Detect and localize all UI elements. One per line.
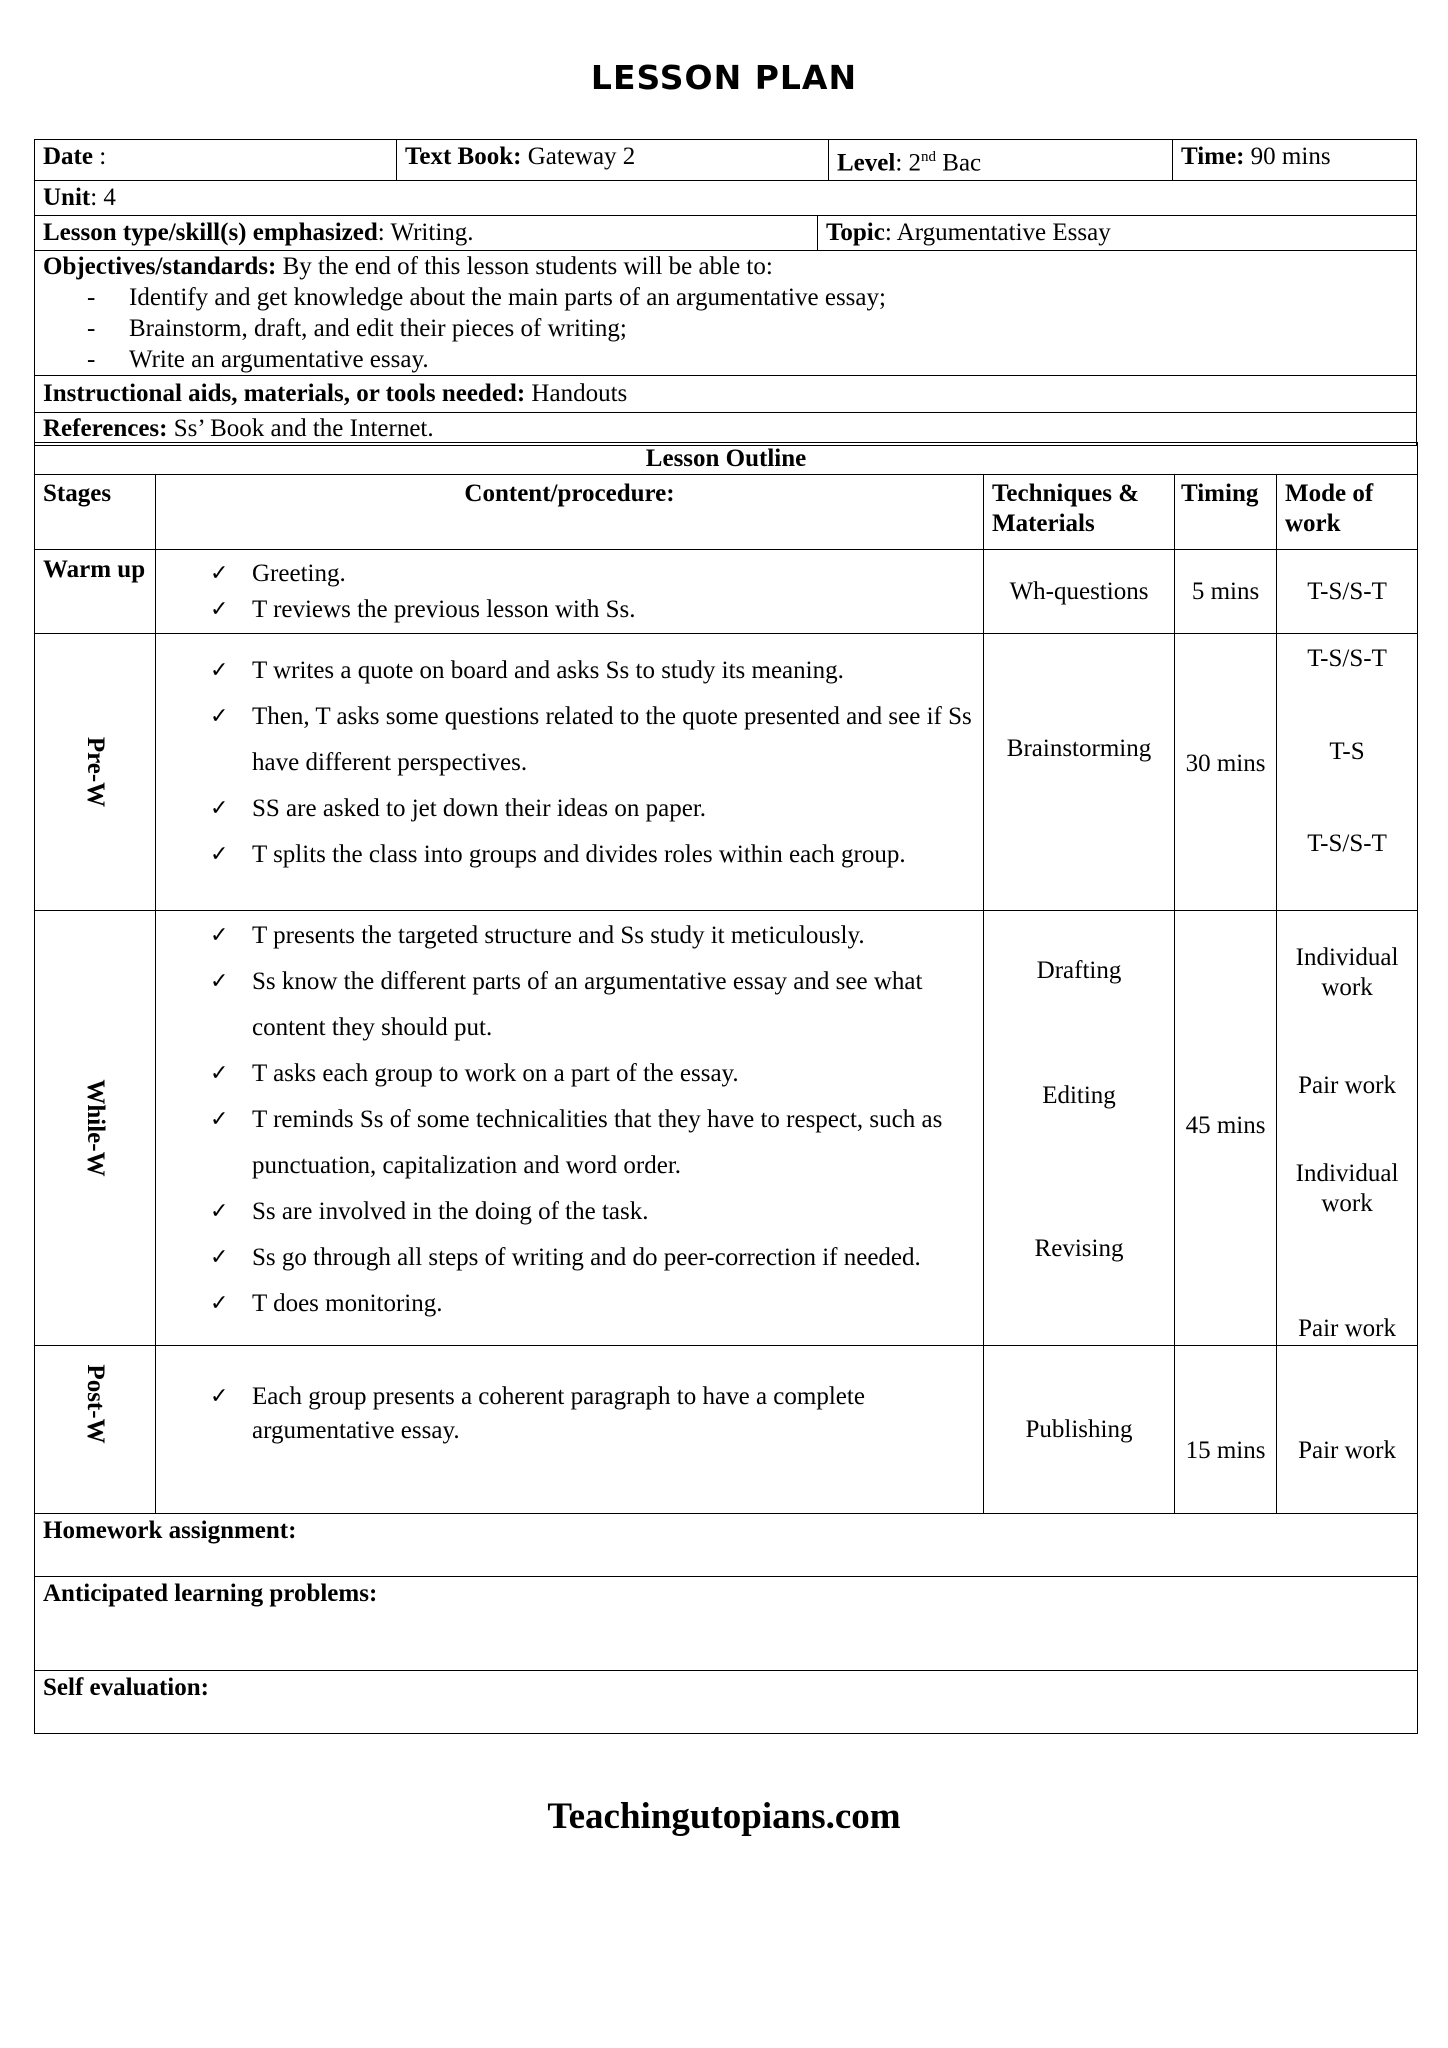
mode-cell: Pair work xyxy=(1298,1437,1396,1464)
objectives-cell: Objectives/standards: By the end of this lesson students will be able to: - Identify and get knowledge about the main parts of an argumentative essay; - Brainstorm, draft, and edit their pieces of writing; - Write an argumentative essay. xyxy=(35,251,894,375)
col-content: Content/procedure: xyxy=(156,475,984,550)
stage-row-pre-w xyxy=(35,634,1418,911)
header-row-aids xyxy=(35,376,1416,413)
procedure-item: ✓ T writes a quote on board and asks Ss to study its meaning. xyxy=(156,648,975,694)
technique-cell: Revising xyxy=(1034,1235,1124,1262)
lesson-header xyxy=(34,139,1417,446)
procedure-item: ✓ SS are asked to jet down their ideas on paper. xyxy=(156,786,975,832)
procedure-item: ✓ T splits the class into groups and divides roles within each group. xyxy=(156,832,975,878)
topic-cell: Topic: Argumentative Essay xyxy=(826,219,1111,247)
stage-label-post-w: Post-W xyxy=(82,1364,109,1444)
header-row-lesson-type xyxy=(35,216,1416,251)
time-cell: Time: 90 mins xyxy=(1181,143,1331,170)
lesson-outline-table xyxy=(34,442,1418,1734)
col-mode: Mode of work xyxy=(1277,475,1418,550)
procedure-item: ✓ Greeting. xyxy=(156,556,983,592)
stage-label-while-w: While-W xyxy=(82,1079,109,1177)
date-cell: Date : xyxy=(35,140,397,180)
mode-cell: T-S/S-T xyxy=(1307,830,1387,857)
procedure-item: ✓ Then, T asks some questions related to the quote presented and see if Ss have different perspectives. xyxy=(156,694,975,786)
stage-row-post-w xyxy=(35,1346,1418,1514)
mode-cell: Individual work xyxy=(1295,1160,1399,1217)
timing-cell: 5 mins xyxy=(1175,550,1277,634)
warm-up-items xyxy=(156,556,983,628)
stage-row-warm-up xyxy=(35,550,1418,634)
timing-cell: 30 mins xyxy=(1185,750,1266,777)
procedure-item: ✓ Ss know the different parts of an argumentative essay and see what content they should put. xyxy=(156,959,977,1051)
mode-cell: T-S/S-T xyxy=(1307,645,1387,672)
outline-title: Lesson Outline xyxy=(35,443,1418,475)
post-w-items xyxy=(156,1380,983,1448)
procedure-item: ✓ T does monitoring. xyxy=(156,1281,977,1327)
timing-cell: 45 mins xyxy=(1185,1112,1266,1139)
procedure-item: ✓ Each group presents a coherent paragraph to have a complete argumentative essay. xyxy=(156,1380,943,1448)
technique-cell: Brainstorming xyxy=(1006,735,1152,762)
technique-cell: Wh-questions xyxy=(984,550,1175,634)
header-row-unit xyxy=(35,181,1416,216)
stage-label-warm-up: Warm up xyxy=(35,550,156,634)
col-techniques: Techniques & Materials xyxy=(984,475,1175,550)
while-w-items xyxy=(156,913,983,1327)
technique-cell: Drafting xyxy=(1036,957,1122,984)
textbook-cell: Text Book: Gateway 2 xyxy=(397,140,829,180)
aids-cell: Instructional aids, materials, or tools needed: Handouts xyxy=(43,380,628,408)
col-stages: Stages xyxy=(35,475,156,550)
level-cell: Level: 2nd Bac xyxy=(829,140,1173,180)
header-row-objectives xyxy=(35,251,1416,376)
anticipated-problems: Anticipated learning problems: xyxy=(35,1577,1418,1671)
technique-cell: Publishing xyxy=(984,1346,1175,1514)
mode-cell: T-S/S-T xyxy=(1277,550,1418,634)
header-row-1 xyxy=(35,140,1416,181)
mode-cell: Individual work xyxy=(1295,944,1399,1001)
references-cell: References: Ss’ Book and the Internet. xyxy=(43,415,434,443)
procedure-item: ✓ Ss are involved in the doing of the task. xyxy=(156,1189,977,1235)
objectives-list xyxy=(43,282,886,375)
procedure-item: ✓ T reminds Ss of some technicalities that they have to respect, such as punctuation, capitalization and word order. xyxy=(156,1097,977,1189)
objective-item: - Write an argumentative essay. xyxy=(87,344,886,375)
lesson-type-cell: Lesson type/skill(s) emphasized: Writing. xyxy=(35,216,818,250)
col-timing: Timing xyxy=(1175,475,1277,550)
timing-cell: 15 mins xyxy=(1185,1437,1266,1464)
procedure-item: ✓ T asks each group to work on a part of the essay. xyxy=(156,1051,977,1097)
mode-cell: Pair work xyxy=(1298,1072,1396,1099)
pre-w-items xyxy=(156,648,983,878)
header-row-references xyxy=(35,413,1416,445)
mode-cell: Pair work xyxy=(1298,1315,1396,1342)
procedure-item: ✓ T presents the targeted structure and Ss study it meticulously. xyxy=(156,913,977,959)
footer-site-name: Teachingutopians.com xyxy=(547,1796,901,1837)
procedure-item: ✓ T reviews the previous lesson with Ss. xyxy=(156,592,983,628)
technique-cell: Editing xyxy=(1042,1082,1116,1109)
stage-label-pre-w: Pre-W xyxy=(82,736,109,808)
self-evaluation: Self evaluation: xyxy=(35,1671,1418,1734)
unit-cell: Unit: 4 xyxy=(43,184,116,212)
mode-cell: T-S xyxy=(1329,738,1365,765)
page-title: LESSON PLAN xyxy=(590,58,858,97)
objective-item: - Brainstorm, draft, and edit their pieces of writing; xyxy=(87,313,886,344)
procedure-item: ✓ Ss go through all steps of writing and do peer-correction if needed. xyxy=(156,1235,977,1281)
objective-item: - Identify and get knowledge about the main parts of an argumentative essay; xyxy=(87,282,886,313)
stage-row-while-w xyxy=(35,911,1418,1346)
homework-assignment: Homework assignment: xyxy=(35,1514,1418,1577)
